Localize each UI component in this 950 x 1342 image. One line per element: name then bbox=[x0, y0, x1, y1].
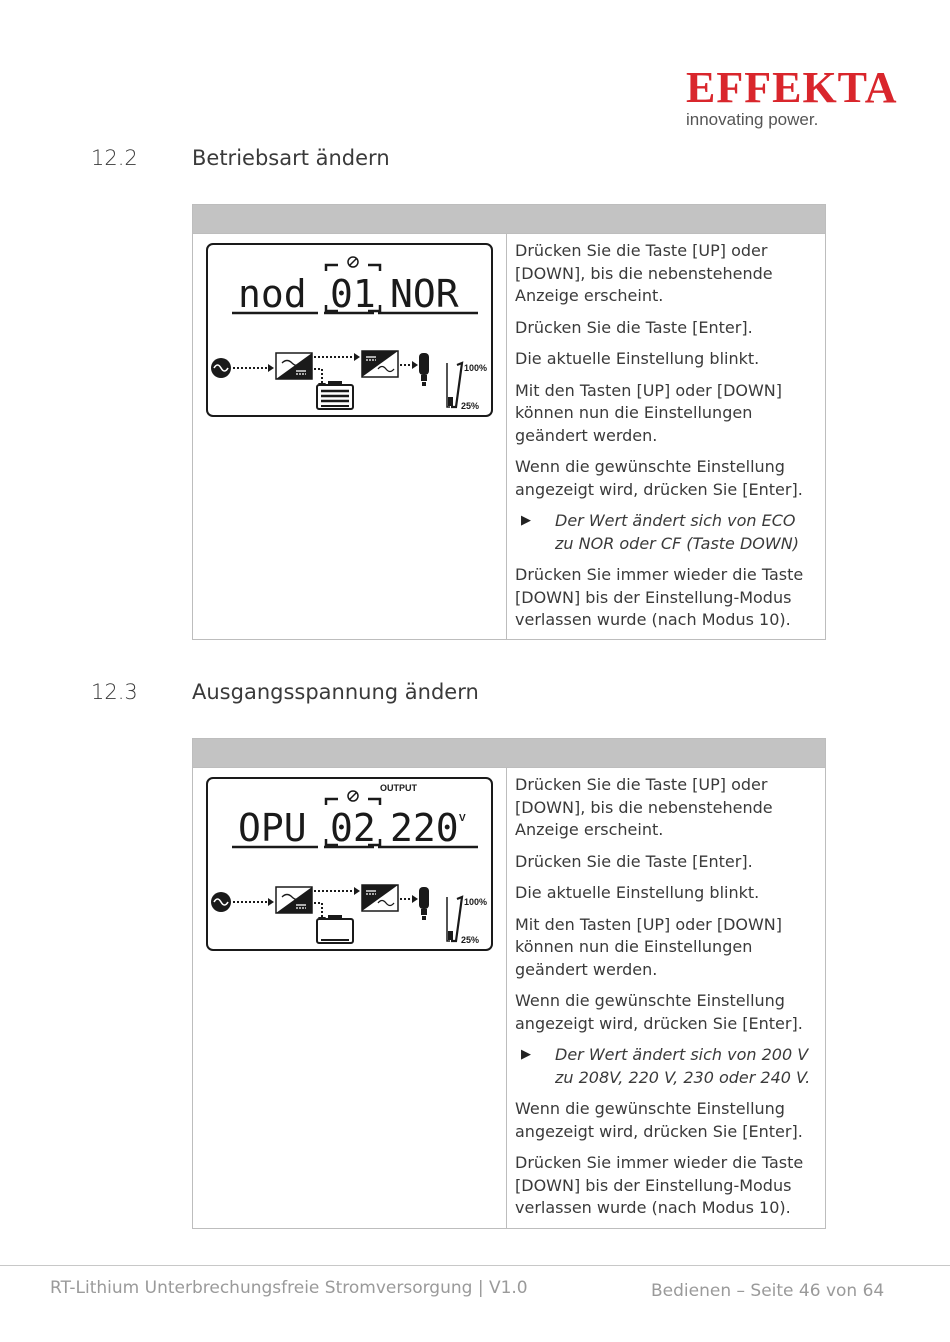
load-25-label: 25% bbox=[461, 935, 480, 945]
footer-document-title: RT-Lithium Unterbrechungsfreie Stromversorgung | V1.0 bbox=[50, 1278, 528, 1298]
footer-divider bbox=[0, 1265, 950, 1266]
instruction-text: Die aktuelle Einstellung blinkt. bbox=[515, 349, 760, 368]
effekta-logo bbox=[686, 63, 898, 130]
instruction-text: Drücken Sie die Taste [Enter]. bbox=[515, 851, 753, 871]
lcd-left-text: nod bbox=[238, 272, 307, 316]
load-25-label: 25% bbox=[461, 401, 480, 411]
lcd-display-illustration bbox=[206, 243, 493, 417]
logo-tagline: innovating power. bbox=[686, 110, 819, 129]
bullet-item bbox=[515, 1044, 817, 1089]
instruction-text: Drücken Sie die Taste [UP] oder [DOWN], bis die nebenstehende Anzeige erscheint. bbox=[515, 241, 773, 305]
triangle-bullet-icon: ▶ bbox=[521, 513, 531, 528]
instruction-text: Die aktuelle Einstellung blinkt. bbox=[515, 883, 760, 902]
load-100-label: 100% bbox=[464, 363, 488, 373]
bullet-text: Der Wert ändert sich von 200 V zu 208V, 220 V, 230 oder 240 V. bbox=[555, 1045, 811, 1087]
instruction-table bbox=[192, 738, 826, 1229]
instruction-text: Drücken Sie immer wieder die Taste [DOWN] bis der Einstellung-Modus verlassen wurde (nach Modus 10). bbox=[515, 1153, 804, 1217]
section-number: 12.3 bbox=[91, 680, 138, 704]
instruction-text: Drücken Sie die Taste [UP] oder [DOWN], bis die nebenstehende Anzeige erscheint. bbox=[515, 775, 773, 839]
instruction-text: Mit den Tasten [UP] oder [DOWN] können nun die Einstellungen geändert werden. bbox=[515, 380, 783, 445]
instruction-text: Mit den Tasten [UP] oder [DOWN] können nun die Einstellungen geändert werden. bbox=[515, 914, 783, 979]
instruction-text: Wenn die gewünschte Einstellung angezeigt wird, drücken Sie [Enter]. bbox=[515, 991, 803, 1033]
instructions-cell bbox=[507, 768, 825, 1229]
lcd-unit: V bbox=[459, 813, 466, 824]
lcd-output-label: OUTPUT bbox=[380, 783, 417, 793]
logo-brand: EFFEKTA bbox=[686, 63, 898, 112]
section-number: 12.2 bbox=[91, 146, 138, 170]
bullet-text: Der Wert ändert sich von ECO zu NOR oder CF (Taste DOWN) bbox=[555, 511, 799, 553]
lcd-mode-text: 01 bbox=[330, 272, 376, 316]
instruction-text: Drücken Sie immer wieder die Taste [DOWN] bis der Einstellung-Modus verlassen wurde (nach Modus 10). bbox=[515, 565, 804, 629]
load-100-label: 100% bbox=[464, 897, 488, 907]
table-header bbox=[193, 739, 825, 768]
instructions-cell bbox=[507, 234, 825, 640]
lcd-value-text: NOR bbox=[390, 272, 459, 316]
instruction-text: Wenn die gewünschte Einstellung angezeigt wird, drücken Sie [Enter]. bbox=[515, 457, 803, 499]
footer-page-number: Bedienen – Seite 46 von 64 bbox=[651, 1281, 885, 1301]
section-title: Betriebsart ändern bbox=[192, 146, 390, 170]
lcd-value-text: 220 bbox=[390, 806, 459, 850]
lcd-cell bbox=[193, 234, 507, 640]
lcd-display-illustration bbox=[206, 777, 493, 951]
instruction-table bbox=[192, 204, 826, 640]
lcd-left-text: OPU bbox=[238, 806, 307, 850]
bullet-item bbox=[515, 510, 817, 555]
instruction-text: Wenn die gewünschte Einstellung angezeigt wird, drücken Sie [Enter]. bbox=[515, 1099, 803, 1141]
lcd-mode-text: 02 bbox=[330, 806, 376, 850]
triangle-bullet-icon: ▶ bbox=[521, 1047, 531, 1062]
section-title: Ausgangsspannung ändern bbox=[192, 680, 479, 704]
table-header bbox=[193, 205, 825, 234]
lcd-cell bbox=[193, 768, 507, 1229]
instruction-text: Drücken Sie die Taste [Enter]. bbox=[515, 317, 753, 337]
